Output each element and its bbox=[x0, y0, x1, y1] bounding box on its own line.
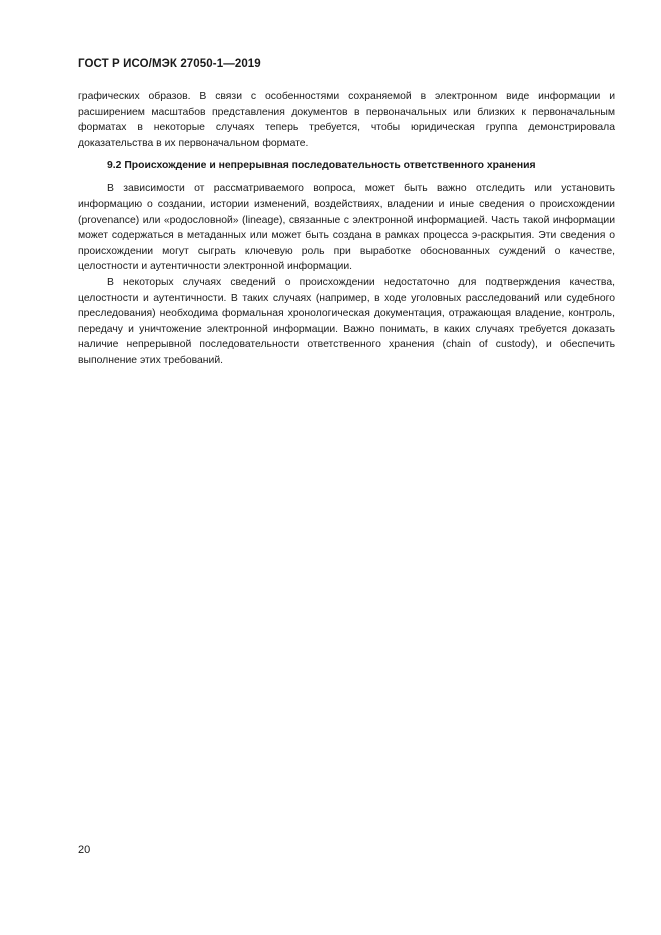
section-heading: 9.2 Происхождение и непрерывная последовательность ответственного хранения bbox=[107, 160, 536, 172]
document-body bbox=[78, 89, 615, 369]
page-number: 20 bbox=[78, 844, 91, 856]
section-paragraph-provenance: В зависимости от рассматриваемого вопроса, может быть важно отследить или установить информацию о создании, истории изменений, воздействиях, владении и иные сведения о происхождении (provenance) или «родословной» (lineage), связанные с электронной информацией. Часть такой информации может содержаться в метаданных или может быть создана в рамках процесса э-раскрытия. Эти сведения о происхождении могут сыграть ключевую роль при выработке обоснованных суждений о качестве, целостности и аутентичности электронной информации. bbox=[78, 183, 615, 273]
section-paragraph-chain-of-custody: В некоторых случаях сведений о происхождении недостаточно для подтверждения качества, целостности и аутентичности. В таких случаях (например, в ходе уголовных расследований или судебного преследования) необходима формальная хронологическая документация, отражающая владение, контроль, передачу и уничтожение электронной информации. Важно понимать, в каких случаях требуется доказать наличие непрерывной последовательности ответственного хранения (chain of custody), и обеспечить выполнение этих требований. bbox=[78, 276, 615, 366]
standard-header: ГОСТ Р ИСО/МЭК 27050-1—2019 bbox=[78, 58, 261, 70]
paragraph-continuation: графических образов. В связи с особенностями сохраняемой в электронном виде информации и расширением масштабов представления документов в первоначальных или близких к первоначальным форматах в некоторые случаях теперь требуется, чтобы юридическая группа демонстрировала доказательства в их первоначальном формате. bbox=[78, 91, 615, 149]
